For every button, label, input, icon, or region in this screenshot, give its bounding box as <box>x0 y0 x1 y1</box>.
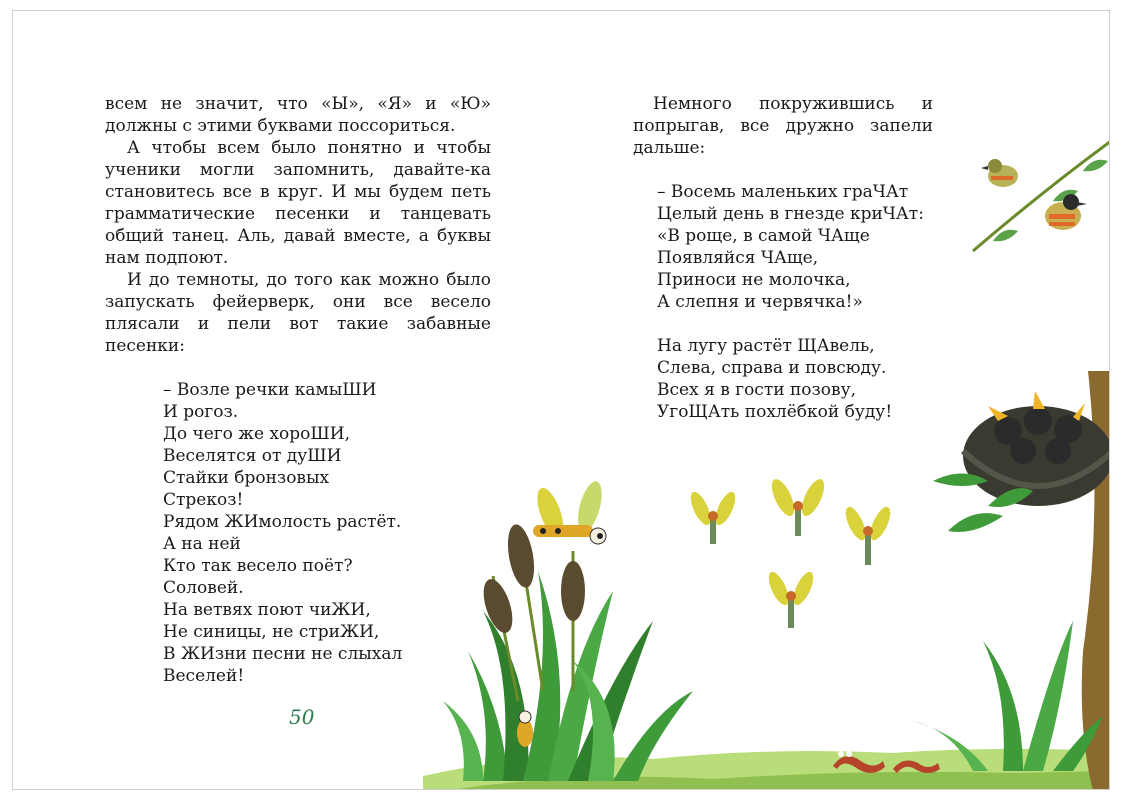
poem-line: Стайки бронзовых <box>163 468 330 488</box>
left-page-text <box>105 93 491 687</box>
paragraph: всем не значит, что «Ы», «Я» и «Ю» должны с этими буквами поссориться. <box>105 94 491 136</box>
poem-line: Слева, справа и повсюду. <box>657 358 887 378</box>
poem-line: Кто так весело поёт? <box>163 556 353 576</box>
poem-line: Целый день в гнезде криЧАт: <box>657 204 924 224</box>
bird-large <box>1045 194 1087 230</box>
right-page-text <box>633 93 1013 423</box>
poem-line: Не синицы, не стриЖИ, <box>163 622 380 642</box>
poem-line: УгоЩАть похлёбкой буду! <box>657 402 893 422</box>
poem-line: Соловей. <box>163 578 244 598</box>
poem-line: Веселей! <box>163 666 245 686</box>
insect-in-grass <box>517 711 533 747</box>
poem-rooks <box>657 181 1013 313</box>
right-grass <box>913 621 1103 771</box>
poem-line: А слепня и червячка!» <box>657 292 863 312</box>
page-number: 50 <box>289 705 315 729</box>
poem-line: А на ней <box>163 534 241 554</box>
dragonfly-large <box>532 479 606 544</box>
book-spread <box>12 10 1110 790</box>
poem-line: Стрекоз! <box>163 490 244 510</box>
paragraph: И до темноты, до того как можно было запускать фейерверк, они все весело плясали и пели вот такие забавные песенки: <box>105 270 491 356</box>
poem-line: И рогоз. <box>163 402 239 422</box>
poem-line: На лугу растёт ЩАвель, <box>657 336 875 356</box>
poem-line: – Возле речки камыШИ <box>163 380 377 400</box>
poem-line: До чего же хороШИ, <box>163 424 350 444</box>
poem-line: – Восемь маленьких граЧАт <box>657 182 909 202</box>
poem-line: Появляйся ЧАще, <box>657 248 819 268</box>
poem-line: Рядом ЖИмолость растёт. <box>163 512 402 532</box>
paragraph: Немного покружившись и попрыгав, все дружно запели дальше: <box>633 94 933 158</box>
poem-line: Всех я в гости позову, <box>657 380 857 400</box>
poem-line: В ЖИзни песни не слыхал <box>163 644 403 664</box>
paragraph: А чтобы всем было понятно и чтобы ученики могли запомнить, давайте-ка становитесь все в круг. И мы будем петь грамматические песенки и танцевать общий танец. Аль, давай вместе, а буквы нам подпоют. <box>105 138 491 268</box>
cattail-plants <box>478 522 585 701</box>
poem-line: Приноси не молочка, <box>657 270 851 290</box>
poem-sorrel <box>657 335 1013 423</box>
poem-line: «В роще, в самой ЧАще <box>657 226 870 246</box>
poem-line: На ветвях поют чиЖИ, <box>163 600 371 620</box>
poem-left <box>163 379 491 687</box>
dragonfly-swarm <box>687 476 895 628</box>
poem-line: Веселятся от дуШИ <box>163 446 342 466</box>
